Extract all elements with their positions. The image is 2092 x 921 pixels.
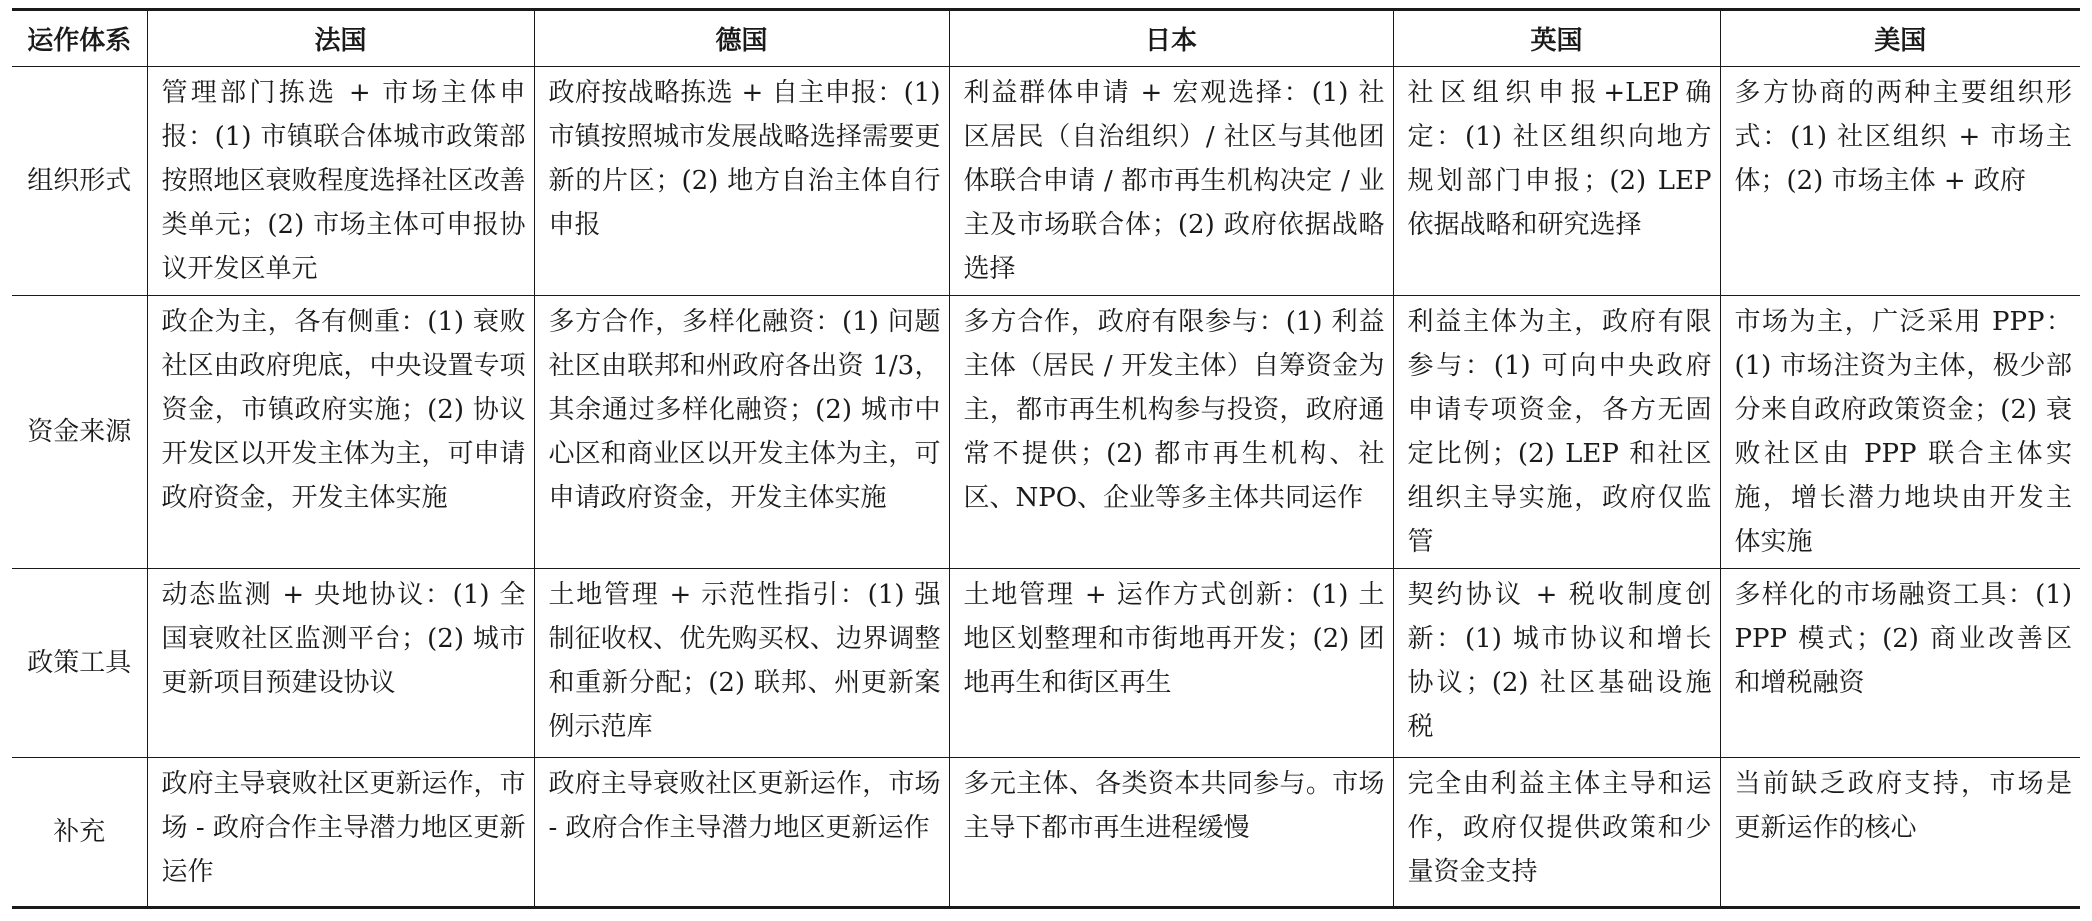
table-row-organization [12,67,2080,296]
cell-france: 政企为主，各有侧重：(1) 衰败社区由政府兜底，中央设置专项资金，市镇政府实施；(2) 协议开发区以开发主体为主，可申请政府资金，开发主体实施 [147,296,534,569]
header-usa: 美国 [1720,10,2080,67]
row-label: 政策工具 [12,569,147,758]
cell-japan: 多方合作，政府有限参与：(1) 利益主体（居民 / 开发主体）自筹资金为主，都市再生机构参与投资，政府通常不提供；(2) 都市再生机构、社区、NPO、企业等多主体共同运作 [949,296,1393,569]
row-label: 资金来源 [12,296,147,569]
cell-usa: 当前缺乏政府支持，市场是更新运作的核心 [1720,758,2080,908]
table-row-funding [12,296,2080,569]
cell-usa: 多样化的市场融资工具：(1) PPP 模式；(2) 商业改善区和增税融资 [1720,569,2080,758]
cell-usa: 市场为主，广泛采用 PPP：(1) 市场注资为主体，极少部分来自政府政策资金；(2) 衰败社区由 PPP 联合主体实施，增长潜力地块由开发主体实施 [1720,296,2080,569]
header-uk: 英国 [1393,10,1720,67]
cell-uk: 完全由利益主体主导和运作，政府仅提供政策和少量资金支持 [1393,758,1720,908]
cell-uk: 契约协议 + 税收制度创新：(1) 城市协议和增长协议；(2) 社区基础设施税 [1393,569,1720,758]
cell-uk: 利益主体为主，政府有限参与：(1) 可向中央政府申请专项资金，各方无固定比例；(2) LEP 和社区组织主导实施，政府仅监管 [1393,296,1720,569]
cell-usa: 多方协商的两种主要组织形式：(1) 社区组织 + 市场主体；(2) 市场主体 + 政府 [1720,67,2080,296]
cell-japan: 多元主体、各类资本共同参与。市场主导下都市再生进程缓慢 [949,758,1393,908]
cell-uk: 社区组织申报+LEP确定：(1) 社区组织向地方规划部门申报；(2) LEP 依据战略和研究选择 [1393,67,1720,296]
header-germany: 德国 [534,10,949,67]
table-row-policy-tools [12,569,2080,758]
header-japan: 日本 [949,10,1393,67]
cell-germany: 土地管理 + 示范性指引：(1) 强制征收权、优先购买权、边界调整和重新分配；(2) 联邦、州更新案例示范库 [534,569,949,758]
cell-germany: 多方合作，多样化融资：(1) 问题社区由联邦和州政府各出资 1/3，其余通过多样化融资；(2) 城市中心区和商业区以开发主体为主，可申请政府资金，开发主体实施 [534,296,949,569]
cell-germany: 政府按战略拣选 + 自主申报：(1) 市镇按照城市发展战略选择需要更新的片区；(2) 地方自治主体自行申报 [534,67,949,296]
cell-japan: 利益群体申请 + 宏观选择：(1) 社区居民（自治组织）/ 社区与其他团体联合申请 / 都市再生机构决定 / 业主及市场联合体；(2) 政府依据战略选择 [949,67,1393,296]
cell-germany: 政府主导衰败社区更新运作，市场 - 政府合作主导潜力地区更新运作 [534,758,949,908]
row-label: 补充 [12,758,147,908]
comparison-table-container [12,8,2080,909]
row-label: 组织形式 [12,67,147,296]
cell-france: 管理部门拣选 + 市场主体申报：(1) 市镇联合体城市政策部按照地区衰败程度选择社区改善类单元；(2) 市场主体可申报协议开发区单元 [147,67,534,296]
cell-japan: 土地管理 + 运作方式创新：(1) 土地区划整理和市街地再开发；(2) 团地再生和街区再生 [949,569,1393,758]
urban-renewal-comparison-table [12,8,2080,909]
cell-france: 政府主导衰败社区更新运作，市场 - 政府合作主导潜力地区更新运作 [147,758,534,908]
header-row [12,10,2080,67]
cell-france: 动态监测 + 央地协议：(1) 全国衰败社区监测平台；(2) 城市更新项目预建设协议 [147,569,534,758]
header-system: 运作体系 [12,10,147,67]
header-france: 法国 [147,10,534,67]
table-row-supplement [12,758,2080,908]
